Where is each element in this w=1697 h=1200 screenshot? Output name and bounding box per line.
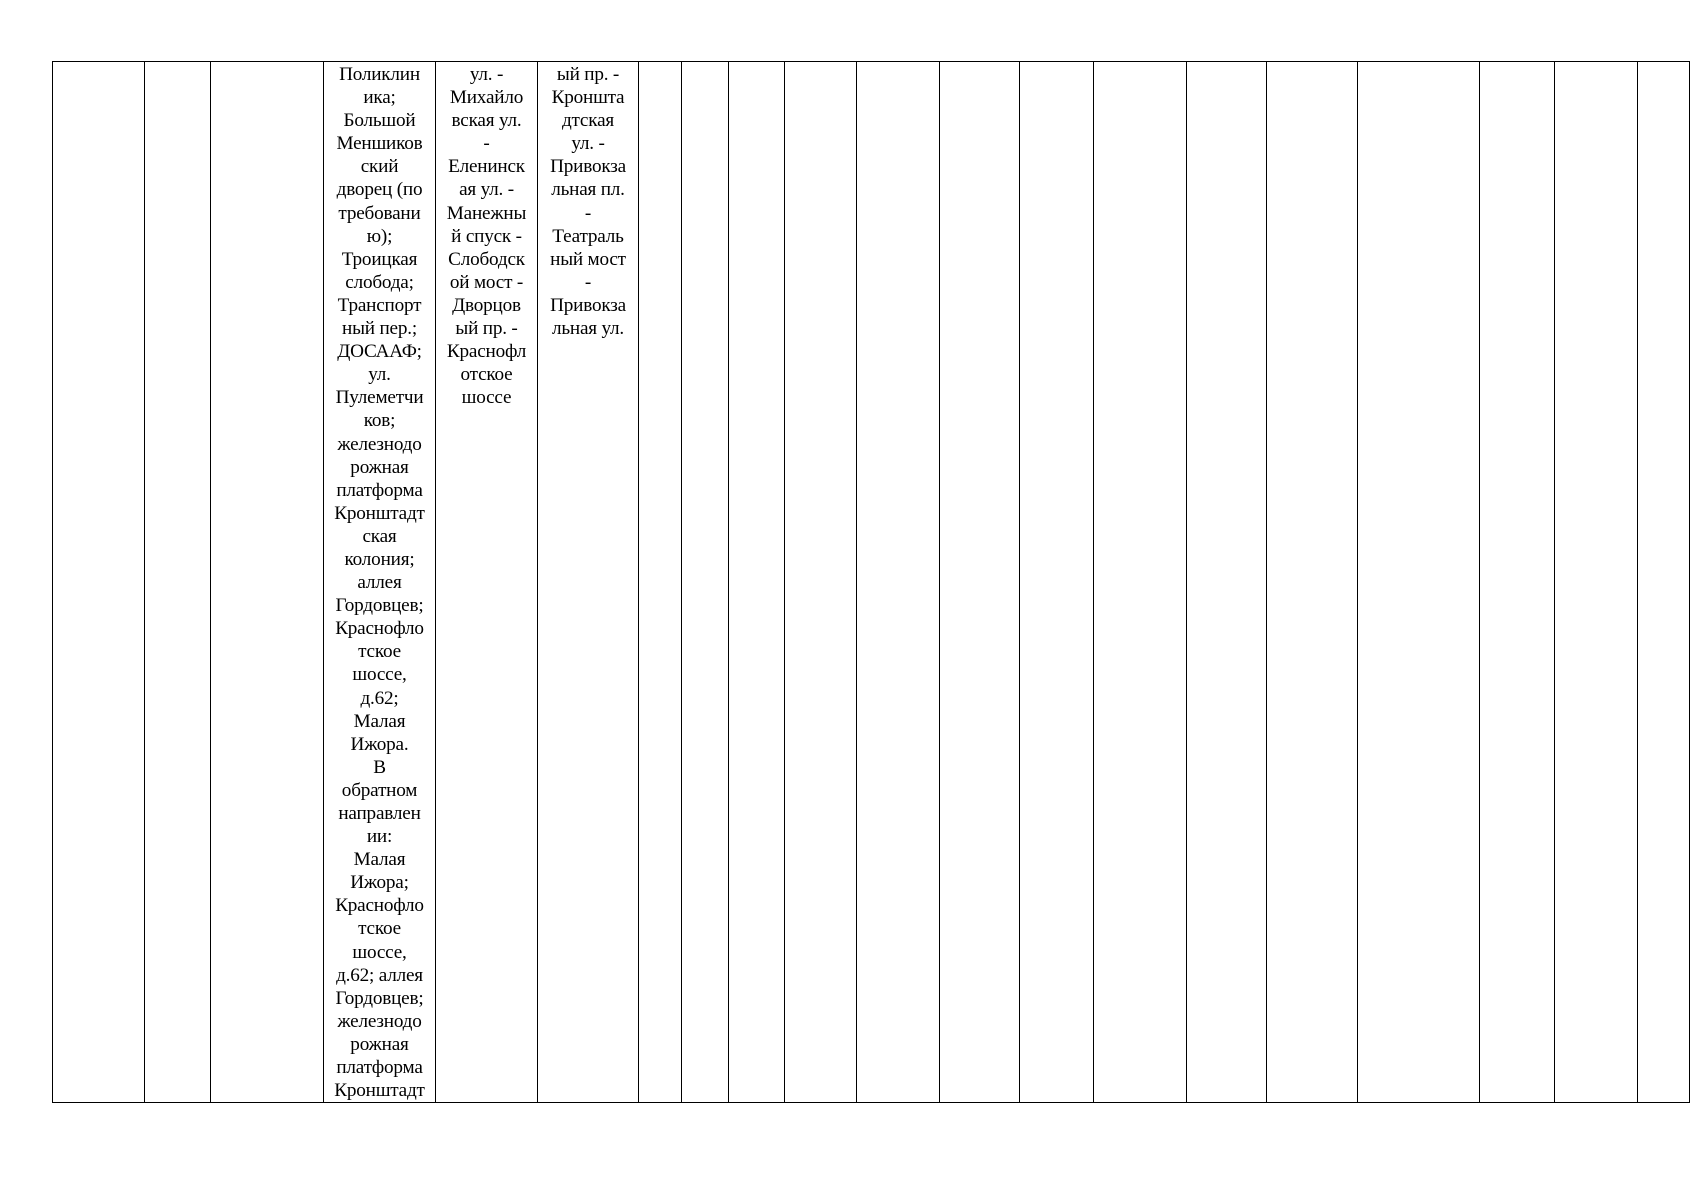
- route-table: [52, 61, 1690, 1103]
- table-cell-9: [729, 62, 785, 1103]
- table-cell-2: [145, 62, 211, 1103]
- cell-text: [857, 62, 939, 63]
- table-cell-stops: [324, 62, 436, 1103]
- table-cell-10: [785, 62, 857, 1103]
- table-cell-15: [1187, 62, 1267, 1103]
- cell-text: [682, 62, 728, 63]
- table-cell-14: [1094, 62, 1187, 1103]
- cell-text: [785, 62, 856, 63]
- stops-text: Поликлин ика; Большой Меншиков ский дворец (по требовани ю); Троицкая слобода; Транспорт ный пер.; ДОСААФ; ул. Пулеметчи ков; железнодо рожная платформа Кронштадт ская колония; аллея Гордовцев; Краснофло тское шоссе, д.62; Малая Ижора. В обратном направлен ии: Малая Ижора; Краснофло тское шоссе, д.62; аллея Гордовцев; железнодо рожная платформа Кронштадт: [334, 64, 425, 1102]
- table-cell-7: [639, 62, 682, 1103]
- table-cell-1: [53, 62, 145, 1103]
- cell-text: [729, 62, 784, 63]
- table-cell-8: [682, 62, 729, 1103]
- cell-text: [145, 62, 210, 63]
- cell-text: [639, 62, 681, 63]
- cell-text: [1094, 62, 1186, 63]
- table-cell-18: [1480, 62, 1555, 1103]
- cell-text: [53, 62, 144, 63]
- route-forward-text: ул. - Михайло вская ул. - Еленинск ая ул. - Манежны й спуск - Слободск ой мост - Дворцов ый пр. - Краснофл отское шоссе: [446, 64, 527, 409]
- table-cell-11: [857, 62, 940, 1103]
- table-cell-13: [1020, 62, 1094, 1103]
- table-cell-12: [940, 62, 1020, 1103]
- cell-text: [1187, 62, 1266, 63]
- cell-text: [940, 62, 1019, 63]
- cell-text: [211, 62, 323, 63]
- table-cell-route-back: [538, 62, 639, 1103]
- document-table-wrapper: [52, 61, 1690, 1103]
- table-cell-16: [1267, 62, 1358, 1103]
- table-cell-19: [1555, 62, 1638, 1103]
- table-cell-3: [211, 62, 324, 1103]
- table-row: [53, 62, 1690, 1103]
- cell-text: [1358, 62, 1479, 63]
- cell-text: [1020, 62, 1093, 63]
- table-cell-17: [1358, 62, 1480, 1103]
- cell-text: [1267, 62, 1357, 63]
- cell-text: [1555, 62, 1637, 63]
- cell-text: [1638, 62, 1689, 63]
- table-cell-route-forward: [436, 62, 538, 1103]
- route-back-text: ый пр. - Кроншта дтская ул. - Привокза льная пл. - Театраль ный мост - Привокза льная ул.: [550, 64, 626, 340]
- table-cell-20: [1638, 62, 1690, 1103]
- cell-text: [1480, 62, 1554, 63]
